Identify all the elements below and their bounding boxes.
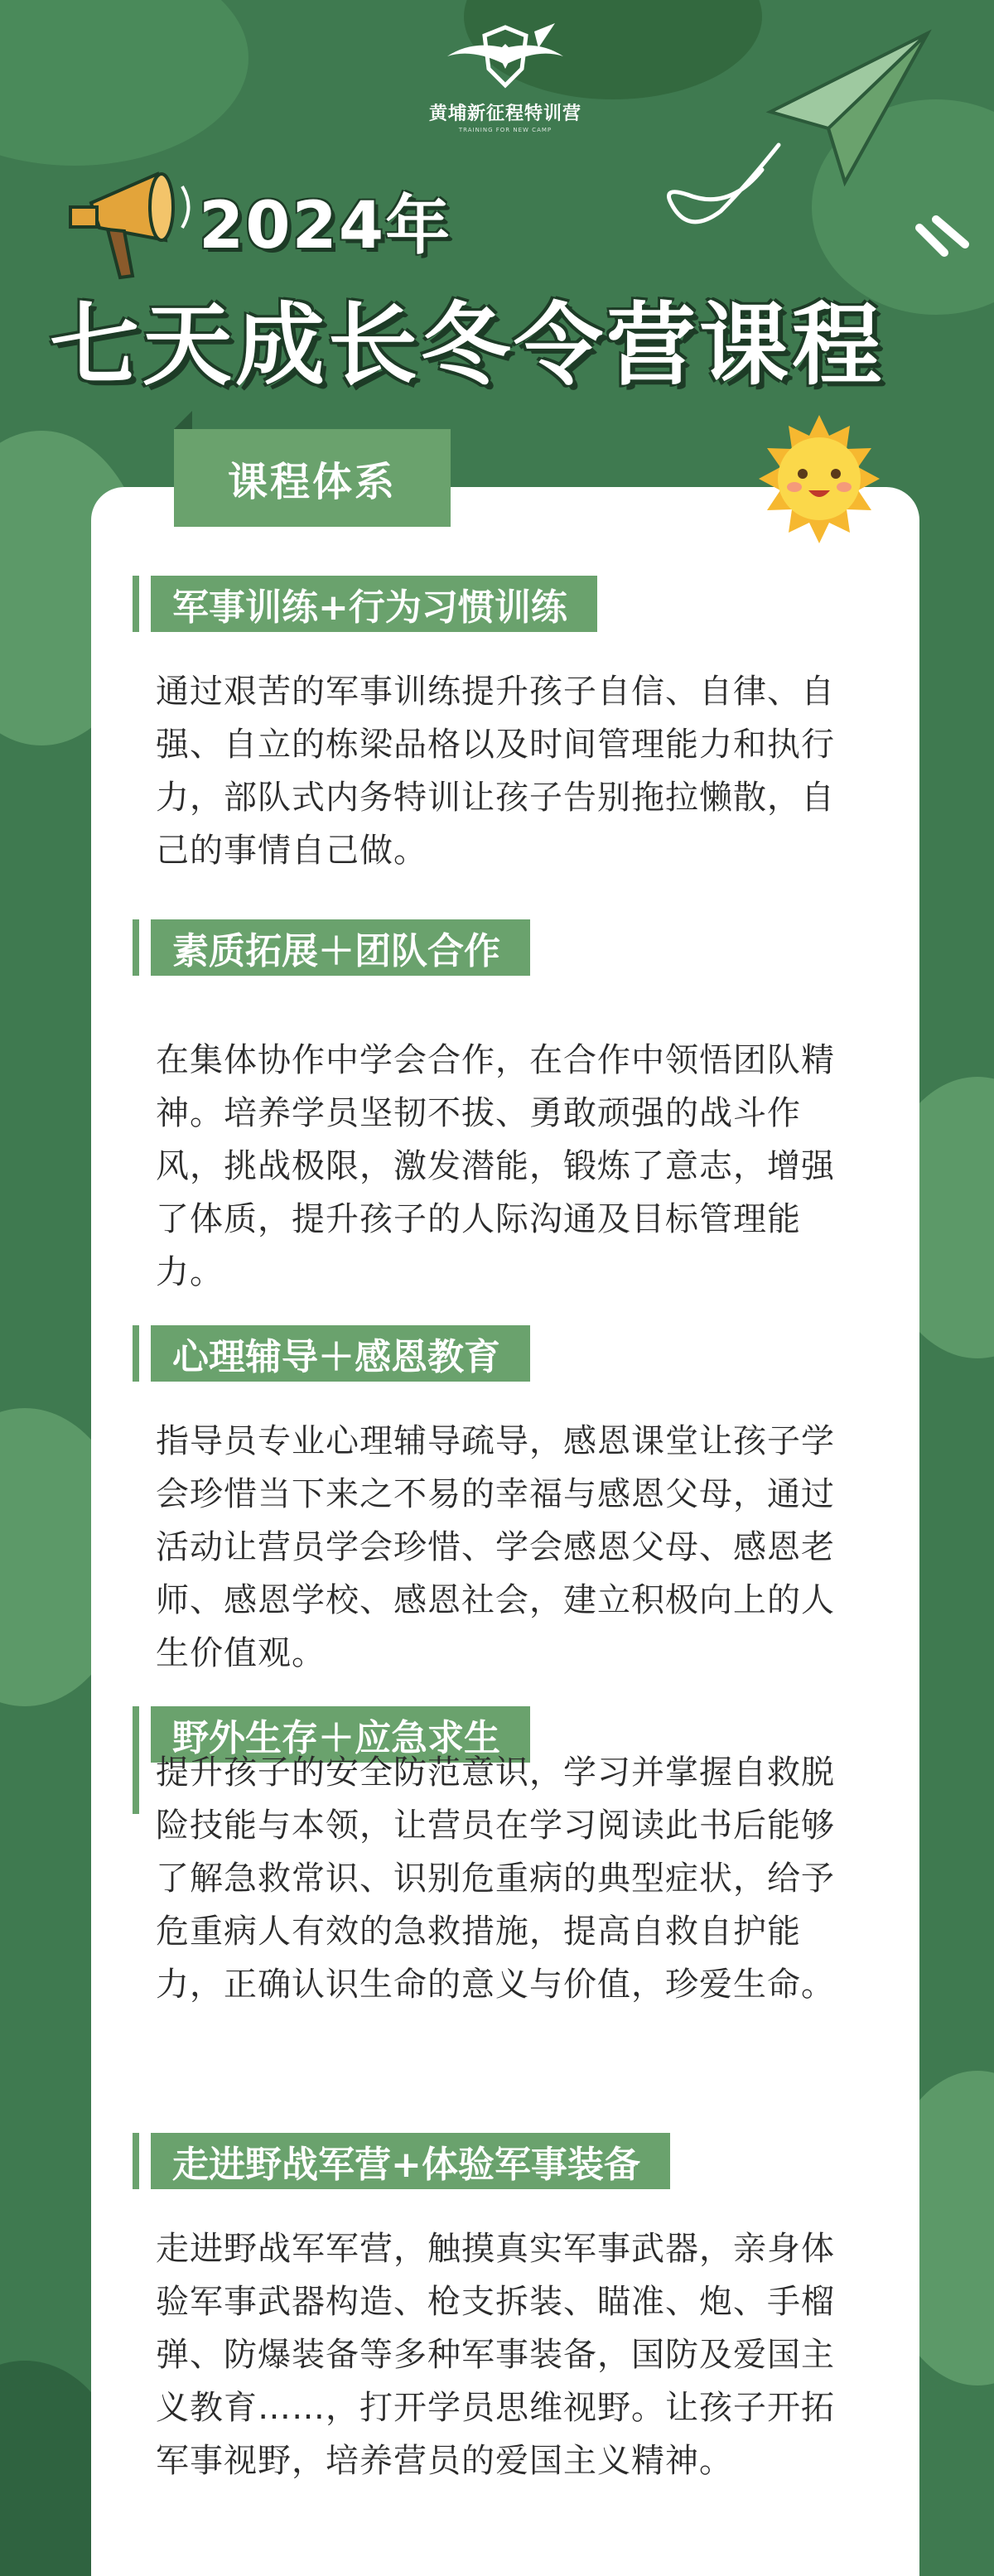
course-section	[133, 576, 861, 877]
logo-text: 黄埔新征程特训营	[428, 103, 581, 124]
section-header	[133, 576, 861, 632]
section-title: 走进野战军营+体验军事装备	[151, 2133, 670, 2189]
tab-fold	[174, 411, 192, 429]
section-title: 野外生存＋应急求生	[151, 1706, 530, 1763]
section-text: 在集体协作中学会合作，在合作中领悟团队精神。培养学员坚韧不拔、勇敢顽强的战斗作风，挑战极限，激发潜能，锻炼了意志，增强了体质，提升孩子的人际沟通及目标管理能力。	[156, 1041, 835, 1291]
section-bar	[133, 919, 139, 976]
logo-emblem-icon	[439, 23, 572, 98]
section-title: 素质拓展＋团队合作	[151, 919, 530, 976]
course-section	[133, 1325, 861, 1680]
section-text: 走进野战军军营，触摸真实军事武器，亲身体验军事武器构造、枪支拆装、瞄准、炮、手榴弹、防爆装备等多种军事装备，国防及爱国主义教育……，打开学员思维视野。让孩子开拓军事视野，培养营员的爱国主义精神。	[156, 2230, 835, 2480]
section-title: 心理辅导＋感恩教育	[151, 1325, 530, 1382]
course-system-tab: 课程体系	[174, 429, 451, 527]
section-header	[133, 919, 861, 976]
section-header	[133, 2133, 861, 2189]
course-section	[133, 919, 861, 1299]
logo-subtext: TRAINING FOR NEW CAMP	[458, 127, 552, 133]
section-bar	[133, 576, 139, 632]
camo-blob	[0, 0, 248, 166]
quote-mark-icon	[911, 211, 977, 269]
section-text: 通过艰苦的军事训练提升孩子自信、自律、自强、自立的栋梁品格以及时间管理能力和执行力，部队式内务特训让孩子告别拖拉懒散，自己的事情自己做。	[156, 673, 835, 870]
section-text: 提升孩子的安全防范意识，学习并掌握自救脱险技能与本领，让营员在学习阅读此书后能够了解急救常识、识别危重病的典型症状，给予危重病人有效的急救措施，提高自救自护能力，正确认识生命的意义与价值，珍爱生命。	[156, 1754, 835, 2004]
section-title: 军事训练+行为习惯训练	[151, 576, 597, 632]
course-section	[133, 1706, 861, 2011]
section-bar	[133, 1706, 139, 1814]
megaphone-icon	[58, 162, 199, 286]
section-header	[133, 1325, 861, 1382]
year-title: 2024年	[199, 189, 452, 263]
section-bar	[133, 2133, 139, 2189]
main-title: 七天成长冬令营课程	[50, 294, 885, 398]
logo	[422, 23, 588, 139]
sun-icon	[749, 411, 890, 552]
section-bar	[133, 1325, 139, 1382]
paper-plane-icon	[654, 21, 953, 236]
course-section	[133, 2133, 861, 2487]
section-text: 指导员专业心理辅导疏导，感恩课堂让孩子学会珍惜当下来之不易的幸福与感恩父母，通过活动让营员学会珍惜、学会感恩父母、感恩老师、感恩学校、感恩社会，建立积极向上的人生价值观。	[156, 1422, 835, 1672]
